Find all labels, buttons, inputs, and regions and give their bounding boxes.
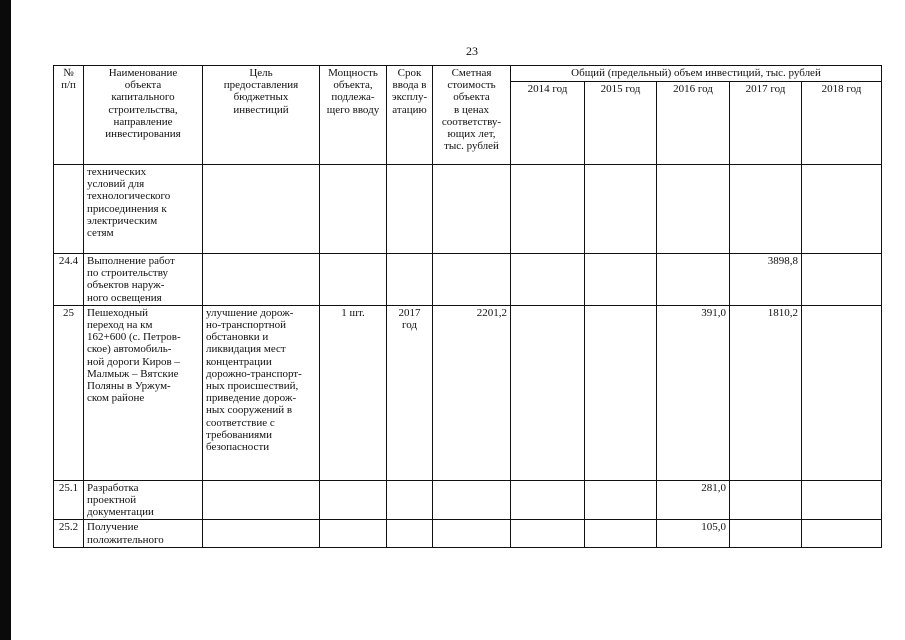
- investment-table: [53, 65, 882, 548]
- row-2018: [802, 480, 882, 520]
- table-row: [54, 520, 882, 547]
- table-row: [54, 165, 882, 254]
- header-name: Наименование объекта капитального строительства, направление инвестирования: [84, 66, 203, 165]
- row-2016: 105,0: [657, 520, 730, 547]
- row-cost: [433, 254, 511, 306]
- row-name: Выполнение работ по строительству объектов наруж- ного освещения: [84, 254, 203, 306]
- row-capacity: 1 шт.: [320, 305, 387, 480]
- row-2017: [730, 520, 802, 547]
- row-term: [387, 165, 433, 254]
- row-2016: 281,0: [657, 480, 730, 520]
- scan-edge-bar: [0, 0, 11, 640]
- row-term: [387, 480, 433, 520]
- row-2014: [511, 254, 585, 306]
- header-year-2016: 2016 год: [657, 82, 730, 165]
- row-capacity: [320, 480, 387, 520]
- header-term: Срок ввода в эксплу- атацию: [387, 66, 433, 165]
- row-cost: [433, 520, 511, 547]
- row-2018: [802, 520, 882, 547]
- row-2018: [802, 165, 882, 254]
- row-num: 24.4: [54, 254, 84, 306]
- row-goal: улучшение дорож- но-транспортной обстановки и ликвидация мест концентрации дорожно-транспорт- ных происшествий, приведение дорож- ных сооружений в соответствие с требованиями безопасности: [203, 305, 320, 480]
- header-year-2014: 2014 год: [511, 82, 585, 165]
- row-name: Пешеходный переход на км 162+600 (с. Петров- ское) автомобиль- ной дороги Киров – Малмыж – Вятские Поляны в Уржум- ском районе: [84, 305, 203, 480]
- header-total-investment: Общий (предельный) объем инвестиций, тыс. рублей: [511, 66, 882, 82]
- row-term: 2017 год: [387, 305, 433, 480]
- row-num: 25.1: [54, 480, 84, 520]
- row-2016: 391,0: [657, 305, 730, 480]
- row-cost: 2201,2: [433, 305, 511, 480]
- header-year-2015: 2015 год: [585, 82, 657, 165]
- row-2018: [802, 305, 882, 480]
- row-num: 25.2: [54, 520, 84, 547]
- row-capacity: [320, 165, 387, 254]
- header-capacity: Мощность объекта, подлежа- щего вводу: [320, 66, 387, 165]
- header-year-2017: 2017 год: [730, 82, 802, 165]
- header-cost: Сметная стоимость объекта в ценах соответству- ющих лет, тыс. рублей: [433, 66, 511, 165]
- row-num: 25: [54, 305, 84, 480]
- row-name: Получение положительного: [84, 520, 203, 547]
- row-2015: [585, 480, 657, 520]
- row-2017: [730, 165, 802, 254]
- row-2014: [511, 520, 585, 547]
- header-goal: Цель предоставления бюджетных инвестиций: [203, 66, 320, 165]
- row-2016: [657, 165, 730, 254]
- table-row: [54, 480, 882, 520]
- row-2018: [802, 254, 882, 306]
- row-goal: [203, 254, 320, 306]
- row-goal: [203, 480, 320, 520]
- row-cost: [433, 480, 511, 520]
- row-term: [387, 254, 433, 306]
- row-2017: [730, 480, 802, 520]
- row-capacity: [320, 520, 387, 547]
- header-num: № п/п: [54, 66, 84, 165]
- row-2014: [511, 305, 585, 480]
- table-row: [54, 305, 882, 480]
- row-2014: [511, 480, 585, 520]
- row-2014: [511, 165, 585, 254]
- row-2015: [585, 520, 657, 547]
- row-goal: [203, 165, 320, 254]
- row-name: технических условий для технологического присоединения к электрическим сетям: [84, 165, 203, 254]
- row-2016: [657, 254, 730, 306]
- row-term: [387, 520, 433, 547]
- row-2017: 3898,8: [730, 254, 802, 306]
- row-num: [54, 165, 84, 254]
- row-name: Разработка проектной документации: [84, 480, 203, 520]
- page-number: 23: [466, 44, 478, 58]
- row-2015: [585, 305, 657, 480]
- row-2015: [585, 165, 657, 254]
- row-goal: [203, 520, 320, 547]
- header-year-2018: 2018 год: [802, 82, 882, 165]
- row-2015: [585, 254, 657, 306]
- row-2017: 1810,2: [730, 305, 802, 480]
- row-capacity: [320, 254, 387, 306]
- row-cost: [433, 165, 511, 254]
- table-row: [54, 254, 882, 306]
